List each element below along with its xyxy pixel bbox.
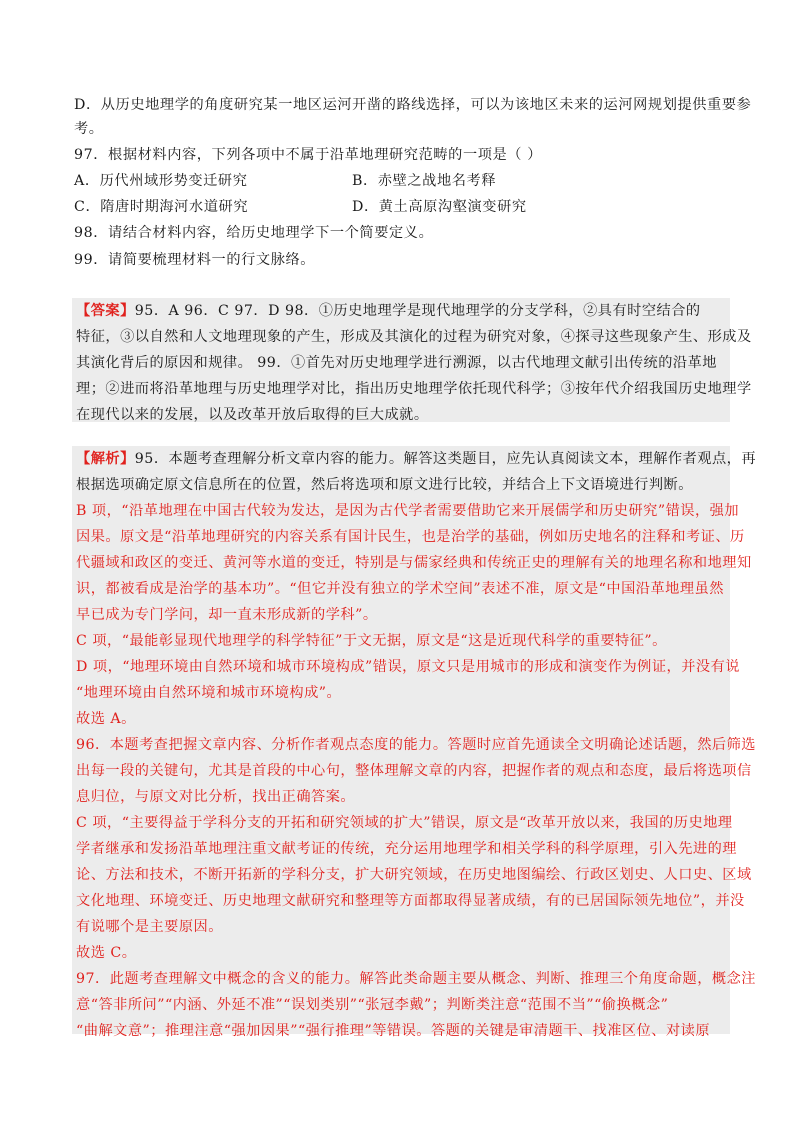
analysis-line: 有说哪个是主要原因。 bbox=[76, 919, 223, 935]
analysis-line: 早已成为专门学问，却一直未形成新的学科”。 bbox=[76, 607, 378, 623]
answer-line: 特征，③以自然和人文地理现象的产生，形成及其演化的过程为研究对象，④探寻这些现象产生、形成及 bbox=[76, 329, 752, 345]
analysis-line: B 项，“沿革地理在中国古代较为发达，是因为古代学者需要借助它来开展儒学和历史研究”错误，强加 bbox=[76, 503, 740, 519]
option-d-line-1: D．从历史地理学的角度研究某一地区运河开凿的路线选择，可以为该地区未来的运河网规划提供重要参 bbox=[74, 97, 752, 113]
analysis-line: 意“答非所问”“内涵、外延不准”“误划类别”“张冠李戴”；判断类注意“范围不当”“偷换概念” bbox=[76, 997, 669, 1013]
analysis-line: 故选 A。 bbox=[76, 711, 136, 727]
analysis-line: D 项，“地理环境由自然环境和城市环境构成”错误，原文只是用城市的形成和演变作为例证，并没有说 bbox=[76, 659, 740, 675]
answer-box bbox=[72, 298, 752, 423]
q97-option-d: D．黄土高原沟壑演变研究 bbox=[352, 199, 527, 215]
analysis-line: 学者继承和发扬沿革地理注重文献考证的传统，充分运用地理学和相关学科的科学原理，引入先进的理 bbox=[76, 841, 737, 857]
analysis-line: C 项，“主要得益于学科分支的开拓和研究领域的扩大”错误，原文是“改革开放以来，我国的历史地理 bbox=[76, 815, 733, 831]
analysis-line: C 项，“最能彰显现代地理学的科学特征”于文无据，原文是“这是近现代科学的重要特征”。 bbox=[76, 633, 667, 649]
question-98: 98．请结合材料内容，给历史地理学下一个简要定义。 bbox=[74, 225, 434, 241]
analysis-tag: 【解析】 bbox=[76, 451, 135, 467]
q97-option-b: B．赤壁之战地名考释 bbox=[352, 173, 497, 189]
answer-line: 在现代以来的发展，以及改革开放后取得的巨大成就。 bbox=[76, 407, 429, 423]
analysis-box bbox=[72, 446, 757, 1039]
analysis-line: 代疆域和政区的变迁、黄河等水道的变迁，特别是与儒家经典和传统正史的理解有关的地理名称和地理知 bbox=[76, 555, 752, 571]
analysis-line: 根据选项确定原文信息所在的位置，然后将选项和原文进行比较，并结合上下文语境进行判断。 bbox=[76, 477, 693, 493]
analysis-line: “曲解文意”；推理注意“强加因果”“强行推理”等错误。答题的关键是审清题干、找准区位、对读原 bbox=[76, 1023, 711, 1039]
analysis-line: “地理环境由自然环境和城市环境构成”。 bbox=[76, 685, 342, 701]
option-d-line-2: 考。 bbox=[74, 121, 104, 137]
analysis-text: 95．本题考查理解分析文章内容的能力。解答这类题目，应先认真阅读文本，理解作者观点，再 bbox=[134, 451, 757, 467]
answer-tag: 【答案】 bbox=[76, 303, 135, 319]
analysis-line: 因果。原文是“沿革地理研究的内容关系有国计民生，也是治学的基础，例如历史地名的注释和考证、历 bbox=[76, 529, 745, 545]
q97-option-a: A．历代州域形势变迁研究 bbox=[74, 173, 248, 189]
q97-options-row-1 bbox=[74, 170, 734, 192]
analysis-line: 识，都被看成是治学的基本功”。“但它并没有独立的学术空间”表述不准，原文是“中国沿革地理虽然 bbox=[76, 581, 724, 597]
q97-options-row-2 bbox=[74, 196, 734, 218]
q97-option-c: C．隋唐时期海河水道研究 bbox=[74, 199, 249, 215]
analysis-line: 97．此题考查理解文中概念的含义的能力。解答此类命题主要从概念、判断、推理三个角度命题，概念注 bbox=[76, 971, 756, 987]
analysis-line: 96．本题考查把握文章内容、分析作者观点态度的能力。答题时应首先通读全文明确论述话题，然后筛选 bbox=[76, 737, 756, 753]
question-97: 97．根据材料内容，下列各项中不属于沿革地理研究范畴的一项是（ ） bbox=[74, 147, 542, 163]
analysis-line: 息归位，与原文对比分析，找出正确答案。 bbox=[76, 789, 356, 805]
analysis-line: 论、方法和技术，不断开拓新的学科分支，扩大研究领域，在历史地图编绘、行政区划史、人口史、区域 bbox=[76, 867, 752, 883]
answer-line bbox=[76, 298, 726, 324]
analysis-line bbox=[76, 446, 757, 472]
analysis-line: 文化地理、环境变迁、历史地理文献研究和整理等方面都取得显著成绩，有的已居国际领先地位”，并没 bbox=[76, 893, 745, 909]
answer-line: 理；②进而将沿革地理与历史地理学对比，指出历史地理学依托现代科学；③按年代介绍我国历史地理学 bbox=[76, 381, 752, 397]
answer-text: 95．A 96．C 97．D 98．①历史地理学是现代地理学的分支学科，②具有时空结合的 bbox=[134, 303, 701, 319]
question-99: 99．请简要梳理材料一的行文脉络。 bbox=[74, 252, 316, 268]
answer-line: 其演化背后的原因和规律。 99．①首先对历史地理学进行溯源，以古代地理文献引出传统的沿革地 bbox=[76, 355, 717, 371]
analysis-line: 出每一段的关键句，尤其是首段的中心句，整体理解文章的内容，把握作者的观点和态度，最后将选项信 bbox=[76, 763, 752, 779]
analysis-line: 故选 C。 bbox=[76, 945, 137, 961]
